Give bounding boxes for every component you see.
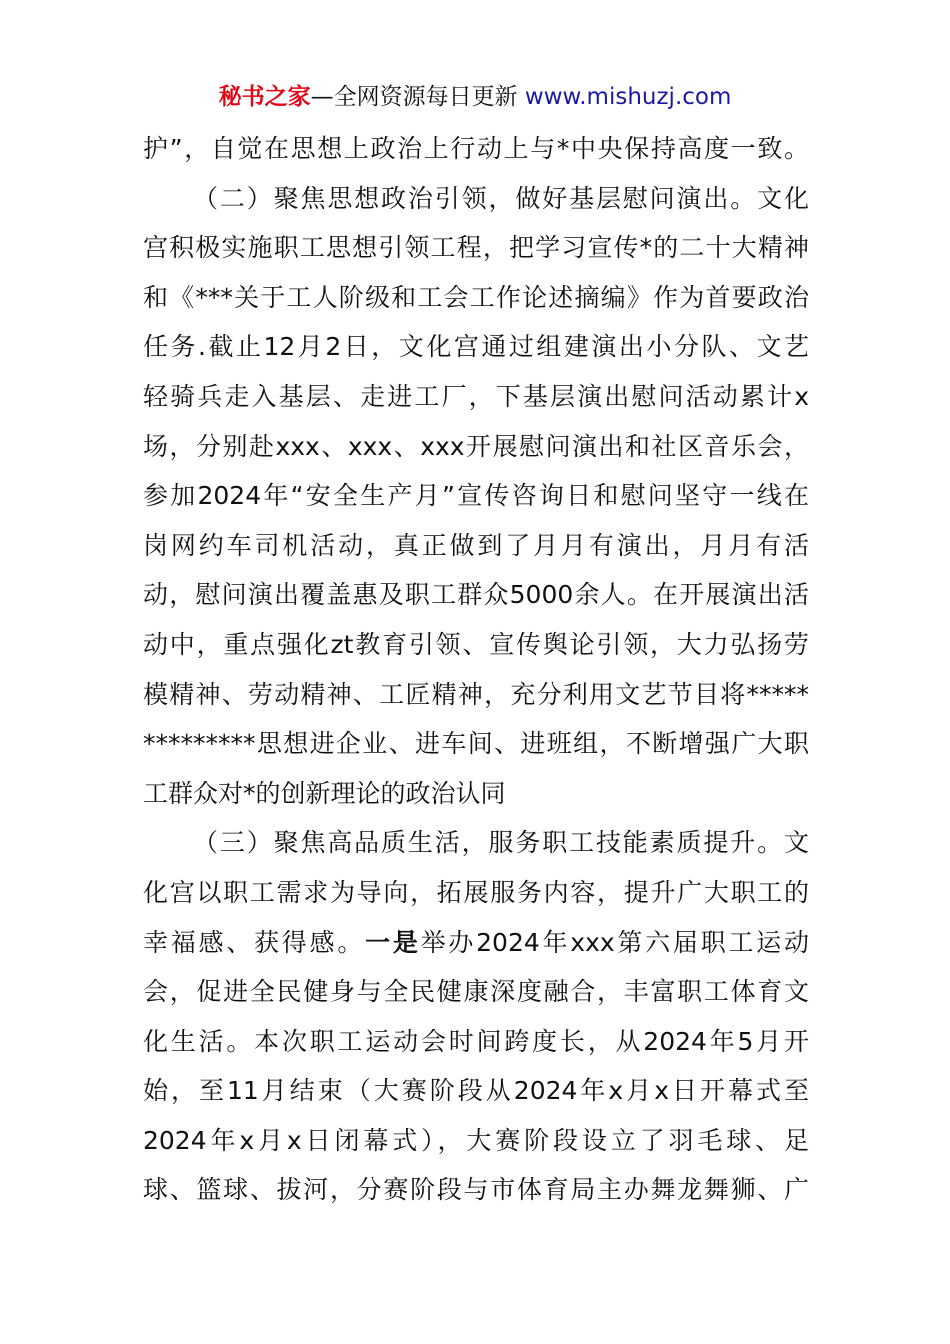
text-segment: 举办2024年xxx第六届职工运动 [420, 927, 809, 957]
text-line: 场，分别赴xxx、xxx、xxx开展慰问演出和社区音乐会， [143, 431, 809, 461]
text-line: 工群众对*的创新理论的政治认同 [143, 778, 506, 808]
text-segment: 幸福感、获得感。 [143, 927, 366, 957]
text-line: 始，至11月结束（大赛阶段从2024年x月x日开幕式至 [143, 1076, 809, 1106]
text-line: 动中，重点强化zt教育引领、宣传舆论引领，大力弘扬劳 [143, 629, 809, 659]
text-line: 模精神、劳动精神、工匠精神，充分利用文艺节目将***** [143, 679, 809, 709]
paragraph-2-heading-line: （二）聚焦思想政治引领，做好基层慰问演出。文化 [193, 183, 809, 213]
site-url-link[interactable]: www.mishuzj.com [524, 84, 732, 110]
text-line: 轻骑兵走入基层、走进工厂，下基层演出慰问活动累计x [143, 381, 809, 411]
emphasis-text: 一是 [365, 927, 421, 957]
text-line: 岗网约车司机活动，真正做到了月月有演出，月月有活 [143, 530, 809, 560]
text-line: 护”，自觉在思想上政治上行动上与*中央保持高度一致。 [143, 134, 809, 163]
text-line-with-emphasis [143, 918, 809, 968]
paragraph-3-heading-line: （三）聚焦高品质生活，服务职工技能素质提升。文 [193, 828, 809, 858]
text-line: 化生活。本次职工运动会时间跨度长，从2024年5月开 [143, 1026, 809, 1056]
text-line: 2024年x月x日闭幕式），大赛阶段设立了羽毛球、足 [143, 1125, 809, 1155]
text-line: 化宫以职工需求为导向，拓展服务内容，提升广大职工的 [143, 877, 809, 907]
text-line: 宫积极实施职工思想引领工程，把学习宣传*的二十大精神 [143, 233, 809, 263]
site-tagline: —全网资源每日更新 [310, 84, 518, 110]
text-line: 任务.截止12月2日，文化宫通过组建演出小分队、文艺 [143, 332, 809, 362]
site-header [0, 80, 950, 114]
text-line: 球、篮球、拔河，分赛阶段与市体育局主办舞龙舞狮、广 [143, 1175, 809, 1205]
site-brand: 秘书之家 [218, 84, 311, 110]
text-line: 和《***关于工人阶级和工会工作论述摘编》作为首要政治 [143, 282, 809, 312]
text-line: *********思想进企业、进车间、进班组，不断增强广大职 [143, 729, 809, 759]
text-line: 参加2024年“安全生产月”宣传咨询日和慰问坚守一线在 [143, 481, 809, 511]
text-line: 会，促进全民健身与全民健康深度融合，丰富职工体育文 [143, 977, 809, 1007]
document-body [143, 124, 809, 1215]
text-line: 动，慰问演出覆盖惠及职工群众5000余人。在开展演出活 [143, 580, 809, 610]
